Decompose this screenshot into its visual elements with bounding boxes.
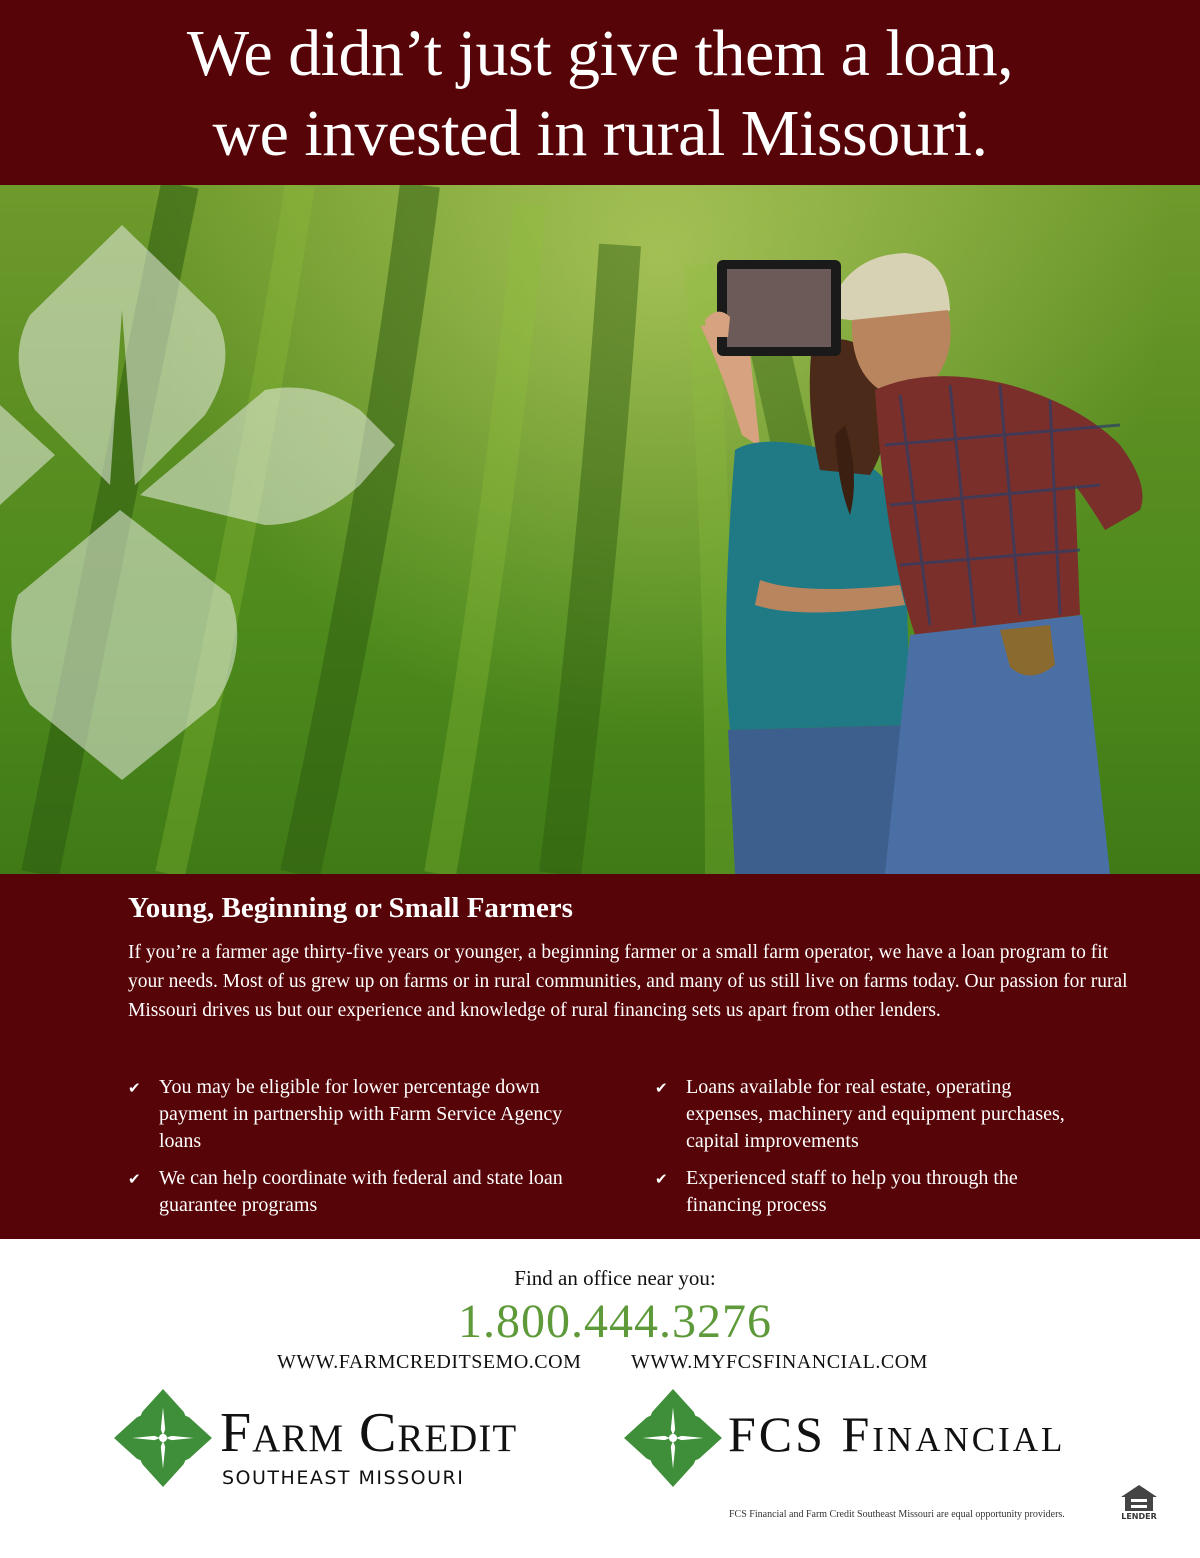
equal-opportunity-disclaimer: FCS Financial and Farm Credit Southeast Missouri are equal opportunity providers. <box>729 1509 1065 1520</box>
benefits-list-left <box>128 1074 588 1229</box>
headline-banner <box>0 0 1200 185</box>
farm-credit-logo <box>112 1387 602 1497</box>
leaf-logo-icon <box>622 1387 724 1489</box>
check-icon: ✔ <box>655 1079 668 1097</box>
benefits-list-right <box>655 1074 1085 1229</box>
headline-line-2: we invested in rural Missouri. <box>212 97 988 170</box>
website-link-fcs[interactable]: WWW.MYFCSFINANCIAL.COM <box>631 1351 928 1373</box>
list-item <box>128 1074 588 1155</box>
fcs-financial-name: FCS Financial <box>728 1406 1066 1462</box>
contact-section <box>0 1239 1200 1558</box>
list-item <box>128 1165 588 1219</box>
fcs-financial-logo <box>622 1387 1122 1497</box>
bullet-text: Loans available for real estate, operating expenses, machinery and equipment purchases, capital improvements <box>686 1076 1065 1152</box>
farm-credit-name: Farm Credit <box>220 1402 518 1464</box>
check-icon: ✔ <box>128 1079 141 1097</box>
website-link-farmcredit[interactable]: WWW.FARMCREDITSEMO.COM <box>277 1351 582 1373</box>
find-office-label: Find an office near you: <box>514 1266 716 1290</box>
leaf-logo-icon <box>112 1387 214 1489</box>
check-icon: ✔ <box>655 1170 668 1188</box>
equal-housing-lender <box>1117 1483 1161 1527</box>
bullet-text: Experienced staff to help you through the financing process <box>686 1167 1018 1216</box>
equal-housing-label: LENDER <box>1121 1512 1157 1521</box>
bullet-text: We can help coordinate with federal and state loan guarantee programs <box>159 1167 563 1216</box>
hero-photo <box>0 185 1200 874</box>
intro-paragraph: If you’re a farmer age thirty-five years or younger, a beginning farmer or a small farm operator, we have a loan program to fit your needs. Most of us grew up on farms or in rural communities, and many of us still live on farms today. Our passion for rural Missouri drives us but our experience and knowledge of rural financing sets us apart from other lenders. <box>128 942 1128 1021</box>
headline <box>0 0 1200 174</box>
section-title: Young, Beginning or Small Farmers <box>128 892 573 924</box>
bullet-text: You may be eligible for lower percentage down payment in partnership with Farm Service Agency loans <box>159 1076 563 1152</box>
farm-credit-subtitle: SOUTHEAST MISSOURI <box>222 1467 465 1489</box>
check-icon: ✔ <box>128 1170 141 1188</box>
phone-number[interactable]: 1.800.444.3276 <box>458 1295 772 1348</box>
headline-line-1: We didn’t just give them a loan, <box>186 17 1014 90</box>
tablet-icon <box>705 260 841 356</box>
list-item <box>655 1165 1085 1219</box>
program-info <box>0 874 1200 1239</box>
field-illustration <box>0 185 1200 874</box>
list-item <box>655 1074 1085 1155</box>
equal-housing-icon <box>1117 1483 1161 1513</box>
